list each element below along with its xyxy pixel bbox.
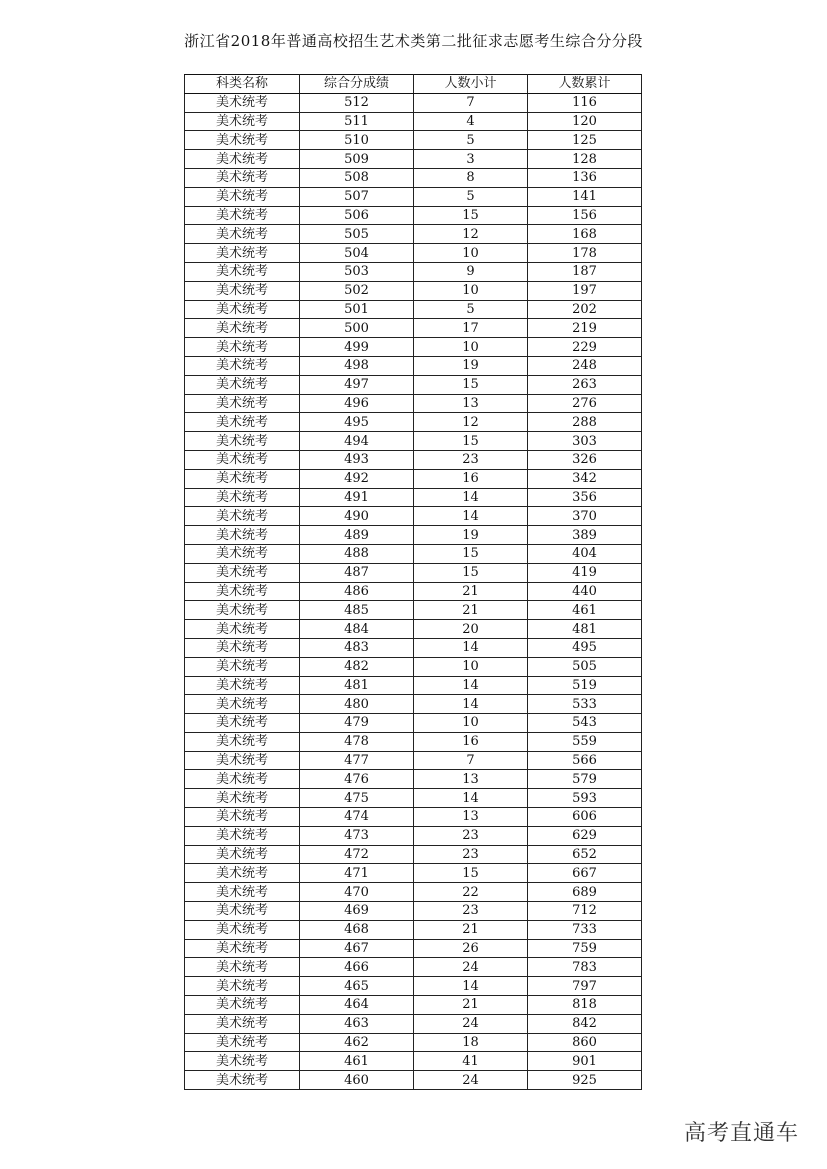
cell-category: 美术统考 <box>185 413 300 432</box>
cell-cumulative: 533 <box>528 695 642 714</box>
cell-cumulative: 389 <box>528 526 642 545</box>
cell-cumulative: 263 <box>528 375 642 394</box>
cell-score: 510 <box>300 131 414 150</box>
cell-cumulative: 248 <box>528 356 642 375</box>
cell-category: 美术统考 <box>185 544 300 563</box>
cell-score: 477 <box>300 751 414 770</box>
watermark-logo: 高考直通车 <box>683 1121 799 1146</box>
cell-category: 美术统考 <box>185 432 300 451</box>
table-row <box>185 300 642 319</box>
cell-category: 美术统考 <box>185 375 300 394</box>
cell-cumulative: 783 <box>528 958 642 977</box>
table-row <box>185 413 642 432</box>
header-category: 科类名称 <box>185 75 300 94</box>
cell-category: 美术统考 <box>185 488 300 507</box>
cell-score: 479 <box>300 714 414 733</box>
cell-count: 7 <box>414 751 528 770</box>
cell-score: 504 <box>300 244 414 263</box>
table-row <box>185 958 642 977</box>
table-row <box>185 450 642 469</box>
cell-category: 美术统考 <box>185 657 300 676</box>
cell-count: 9 <box>414 262 528 281</box>
cell-score: 485 <box>300 601 414 620</box>
cell-score: 487 <box>300 563 414 582</box>
cell-score: 502 <box>300 281 414 300</box>
cell-count: 13 <box>414 770 528 789</box>
cell-score: 475 <box>300 789 414 808</box>
table-row <box>185 620 642 639</box>
cell-count: 13 <box>414 808 528 827</box>
cell-cumulative: 461 <box>528 601 642 620</box>
cell-cumulative: 288 <box>528 413 642 432</box>
cell-cumulative: 566 <box>528 751 642 770</box>
cell-score: 471 <box>300 864 414 883</box>
cell-cumulative: 606 <box>528 808 642 827</box>
cell-category: 美术统考 <box>185 563 300 582</box>
cell-score: 492 <box>300 469 414 488</box>
cell-count: 14 <box>414 676 528 695</box>
cell-cumulative: 276 <box>528 394 642 413</box>
table-row <box>185 1014 642 1033</box>
cell-cumulative: 187 <box>528 262 642 281</box>
cell-cumulative: 901 <box>528 1052 642 1071</box>
cell-cumulative: 342 <box>528 469 642 488</box>
cell-category: 美术统考 <box>185 620 300 639</box>
table-row <box>185 601 642 620</box>
cell-category: 美术统考 <box>185 638 300 657</box>
cell-count: 4 <box>414 112 528 131</box>
table-row <box>185 150 642 169</box>
cell-cumulative: 559 <box>528 732 642 751</box>
cell-cumulative: 125 <box>528 131 642 150</box>
cell-cumulative: 481 <box>528 620 642 639</box>
table-row <box>185 996 642 1015</box>
table-row <box>185 1071 642 1090</box>
cell-cumulative: 419 <box>528 563 642 582</box>
cell-cumulative: 440 <box>528 582 642 601</box>
cell-category: 美术统考 <box>185 902 300 921</box>
cell-score: 501 <box>300 300 414 319</box>
cell-category: 美术统考 <box>185 920 300 939</box>
table-row <box>185 225 642 244</box>
cell-score: 506 <box>300 206 414 225</box>
cell-count: 23 <box>414 902 528 921</box>
cell-score: 469 <box>300 902 414 921</box>
cell-cumulative: 818 <box>528 996 642 1015</box>
cell-count: 14 <box>414 789 528 808</box>
cell-cumulative: 156 <box>528 206 642 225</box>
cell-count: 24 <box>414 958 528 977</box>
cell-category: 美术统考 <box>185 939 300 958</box>
cell-category: 美术统考 <box>185 732 300 751</box>
header-cumulative: 人数累计 <box>528 75 642 94</box>
cell-category: 美术统考 <box>185 262 300 281</box>
cell-count: 15 <box>414 375 528 394</box>
cell-score: 499 <box>300 338 414 357</box>
table-row <box>185 789 642 808</box>
cell-cumulative: 141 <box>528 187 642 206</box>
cell-cumulative: 168 <box>528 225 642 244</box>
cell-category: 美术统考 <box>185 300 300 319</box>
score-distribution-table <box>184 74 642 1090</box>
cell-count: 21 <box>414 996 528 1015</box>
cell-cumulative: 667 <box>528 864 642 883</box>
cell-category: 美术统考 <box>185 582 300 601</box>
table-row <box>185 563 642 582</box>
cell-score: 488 <box>300 544 414 563</box>
cell-score: 463 <box>300 1014 414 1033</box>
table-row <box>185 826 642 845</box>
cell-score: 468 <box>300 920 414 939</box>
cell-score: 480 <box>300 695 414 714</box>
cell-count: 10 <box>414 281 528 300</box>
table-row <box>185 977 642 996</box>
table-row <box>185 544 642 563</box>
cell-score: 491 <box>300 488 414 507</box>
cell-count: 5 <box>414 131 528 150</box>
cell-count: 14 <box>414 695 528 714</box>
cell-category: 美术统考 <box>185 356 300 375</box>
table-row <box>185 582 642 601</box>
cell-score: 486 <box>300 582 414 601</box>
cell-cumulative: 303 <box>528 432 642 451</box>
cell-category: 美术统考 <box>185 187 300 206</box>
cell-category: 美术统考 <box>185 338 300 357</box>
cell-score: 466 <box>300 958 414 977</box>
cell-cumulative: 543 <box>528 714 642 733</box>
cell-cumulative: 356 <box>528 488 642 507</box>
table-row <box>185 375 642 394</box>
table-row <box>185 883 642 902</box>
cell-category: 美术统考 <box>185 601 300 620</box>
table-row <box>185 281 642 300</box>
table-row <box>185 262 642 281</box>
cell-score: 507 <box>300 187 414 206</box>
cell-count: 3 <box>414 150 528 169</box>
cell-count: 18 <box>414 1033 528 1052</box>
table-row <box>185 638 642 657</box>
cell-score: 505 <box>300 225 414 244</box>
cell-category: 美术统考 <box>185 770 300 789</box>
cell-count: 21 <box>414 601 528 620</box>
cell-cumulative: 326 <box>528 450 642 469</box>
cell-score: 484 <box>300 620 414 639</box>
cell-cumulative: 136 <box>528 168 642 187</box>
table-header-row <box>185 75 642 94</box>
cell-category: 美术统考 <box>185 864 300 883</box>
cell-count: 26 <box>414 939 528 958</box>
cell-cumulative: 925 <box>528 1071 642 1090</box>
cell-count: 23 <box>414 845 528 864</box>
cell-category: 美术统考 <box>185 150 300 169</box>
cell-count: 5 <box>414 300 528 319</box>
cell-count: 20 <box>414 620 528 639</box>
cell-cumulative: 202 <box>528 300 642 319</box>
cell-score: 476 <box>300 770 414 789</box>
table-row <box>185 657 642 676</box>
cell-category: 美术统考 <box>185 469 300 488</box>
cell-count: 15 <box>414 206 528 225</box>
cell-category: 美术统考 <box>185 450 300 469</box>
table-row <box>185 206 642 225</box>
page-title: 浙江省2018年普通高校招生艺术类第二批征求志愿考生综合分分段 <box>184 32 643 50</box>
cell-score: 478 <box>300 732 414 751</box>
table-row <box>185 112 642 131</box>
cell-score: 472 <box>300 845 414 864</box>
cell-count: 14 <box>414 977 528 996</box>
cell-category: 美术统考 <box>185 845 300 864</box>
cell-score: 493 <box>300 450 414 469</box>
table-row <box>185 187 642 206</box>
header-count: 人数小计 <box>414 75 528 94</box>
cell-category: 美术统考 <box>185 394 300 413</box>
cell-count: 14 <box>414 638 528 657</box>
cell-score: 474 <box>300 808 414 827</box>
cell-category: 美术统考 <box>185 131 300 150</box>
cell-category: 美术统考 <box>185 526 300 545</box>
table-row <box>185 1052 642 1071</box>
cell-category: 美术统考 <box>185 319 300 338</box>
cell-category: 美术统考 <box>185 751 300 770</box>
cell-cumulative: 712 <box>528 902 642 921</box>
table-row <box>185 507 642 526</box>
cell-score: 470 <box>300 883 414 902</box>
header-score: 综合分成绩 <box>300 75 414 94</box>
cell-cumulative: 495 <box>528 638 642 657</box>
cell-score: 465 <box>300 977 414 996</box>
cell-cumulative: 404 <box>528 544 642 563</box>
cell-score: 489 <box>300 526 414 545</box>
cell-cumulative: 689 <box>528 883 642 902</box>
cell-count: 23 <box>414 450 528 469</box>
table-row <box>185 676 642 695</box>
table-row <box>185 93 642 112</box>
cell-cumulative: 860 <box>528 1033 642 1052</box>
cell-count: 7 <box>414 93 528 112</box>
cell-score: 483 <box>300 638 414 657</box>
cell-category: 美术统考 <box>185 93 300 112</box>
table-row <box>185 244 642 263</box>
table-row <box>185 469 642 488</box>
cell-count: 24 <box>414 1014 528 1033</box>
table-row <box>185 488 642 507</box>
cell-cumulative: 593 <box>528 789 642 808</box>
table-row <box>185 131 642 150</box>
cell-score: 496 <box>300 394 414 413</box>
cell-count: 14 <box>414 488 528 507</box>
cell-category: 美术统考 <box>185 206 300 225</box>
table-row <box>185 432 642 451</box>
cell-category: 美术统考 <box>185 714 300 733</box>
table-row <box>185 714 642 733</box>
cell-cumulative: 579 <box>528 770 642 789</box>
cell-score: 473 <box>300 826 414 845</box>
cell-count: 10 <box>414 714 528 733</box>
cell-count: 15 <box>414 544 528 563</box>
cell-count: 15 <box>414 864 528 883</box>
cell-cumulative: 759 <box>528 939 642 958</box>
cell-count: 12 <box>414 225 528 244</box>
cell-count: 15 <box>414 563 528 582</box>
table-row <box>185 338 642 357</box>
cell-score: 498 <box>300 356 414 375</box>
cell-category: 美术统考 <box>185 826 300 845</box>
cell-score: 462 <box>300 1033 414 1052</box>
cell-count: 15 <box>414 432 528 451</box>
cell-count: 22 <box>414 883 528 902</box>
cell-score: 481 <box>300 676 414 695</box>
cell-category: 美术统考 <box>185 1052 300 1071</box>
cell-count: 23 <box>414 826 528 845</box>
cell-count: 14 <box>414 507 528 526</box>
cell-category: 美术统考 <box>185 958 300 977</box>
cell-cumulative: 116 <box>528 93 642 112</box>
table-row <box>185 808 642 827</box>
cell-category: 美术统考 <box>185 1014 300 1033</box>
cell-count: 24 <box>414 1071 528 1090</box>
table-row <box>185 319 642 338</box>
cell-count: 16 <box>414 732 528 751</box>
cell-score: 503 <box>300 262 414 281</box>
table-row <box>185 732 642 751</box>
cell-score: 482 <box>300 657 414 676</box>
cell-category: 美术统考 <box>185 789 300 808</box>
table-row <box>185 526 642 545</box>
cell-score: 467 <box>300 939 414 958</box>
cell-count: 8 <box>414 168 528 187</box>
cell-count: 21 <box>414 920 528 939</box>
cell-cumulative: 219 <box>528 319 642 338</box>
cell-cumulative: 797 <box>528 977 642 996</box>
table-row <box>185 939 642 958</box>
cell-score: 464 <box>300 996 414 1015</box>
table-row <box>185 902 642 921</box>
cell-count: 41 <box>414 1052 528 1071</box>
cell-count: 19 <box>414 356 528 375</box>
cell-count: 10 <box>414 657 528 676</box>
table-row <box>185 751 642 770</box>
cell-score: 495 <box>300 413 414 432</box>
table-row <box>185 770 642 789</box>
cell-score: 511 <box>300 112 414 131</box>
table-row <box>185 845 642 864</box>
cell-count: 10 <box>414 338 528 357</box>
table-row <box>185 356 642 375</box>
cell-score: 497 <box>300 375 414 394</box>
cell-category: 美术统考 <box>185 996 300 1015</box>
cell-category: 美术统考 <box>185 695 300 714</box>
cell-score: 512 <box>300 93 414 112</box>
cell-category: 美术统考 <box>185 112 300 131</box>
cell-score: 508 <box>300 168 414 187</box>
cell-cumulative: 733 <box>528 920 642 939</box>
cell-category: 美术统考 <box>185 507 300 526</box>
cell-category: 美术统考 <box>185 225 300 244</box>
cell-cumulative: 652 <box>528 845 642 864</box>
table-row <box>185 864 642 883</box>
cell-cumulative: 197 <box>528 281 642 300</box>
cell-count: 17 <box>414 319 528 338</box>
cell-cumulative: 519 <box>528 676 642 695</box>
cell-cumulative: 505 <box>528 657 642 676</box>
cell-cumulative: 842 <box>528 1014 642 1033</box>
cell-cumulative: 120 <box>528 112 642 131</box>
table-row <box>185 394 642 413</box>
cell-category: 美术统考 <box>185 244 300 263</box>
table-body <box>185 93 642 1089</box>
cell-count: 19 <box>414 526 528 545</box>
cell-score: 509 <box>300 150 414 169</box>
cell-category: 美术统考 <box>185 977 300 996</box>
cell-count: 10 <box>414 244 528 263</box>
cell-score: 494 <box>300 432 414 451</box>
cell-count: 21 <box>414 582 528 601</box>
table-row <box>185 1033 642 1052</box>
cell-count: 13 <box>414 394 528 413</box>
cell-category: 美术统考 <box>185 168 300 187</box>
cell-score: 460 <box>300 1071 414 1090</box>
cell-count: 5 <box>414 187 528 206</box>
cell-category: 美术统考 <box>185 281 300 300</box>
cell-score: 500 <box>300 319 414 338</box>
cell-score: 461 <box>300 1052 414 1071</box>
cell-category: 美术统考 <box>185 883 300 902</box>
cell-category: 美术统考 <box>185 1071 300 1090</box>
cell-cumulative: 128 <box>528 150 642 169</box>
cell-category: 美术统考 <box>185 676 300 695</box>
cell-count: 12 <box>414 413 528 432</box>
cell-cumulative: 178 <box>528 244 642 263</box>
cell-score: 490 <box>300 507 414 526</box>
table-row <box>185 695 642 714</box>
cell-category: 美术统考 <box>185 1033 300 1052</box>
cell-cumulative: 629 <box>528 826 642 845</box>
cell-cumulative: 229 <box>528 338 642 357</box>
table-row <box>185 920 642 939</box>
cell-count: 16 <box>414 469 528 488</box>
cell-category: 美术统考 <box>185 808 300 827</box>
cell-cumulative: 370 <box>528 507 642 526</box>
table-row <box>185 168 642 187</box>
